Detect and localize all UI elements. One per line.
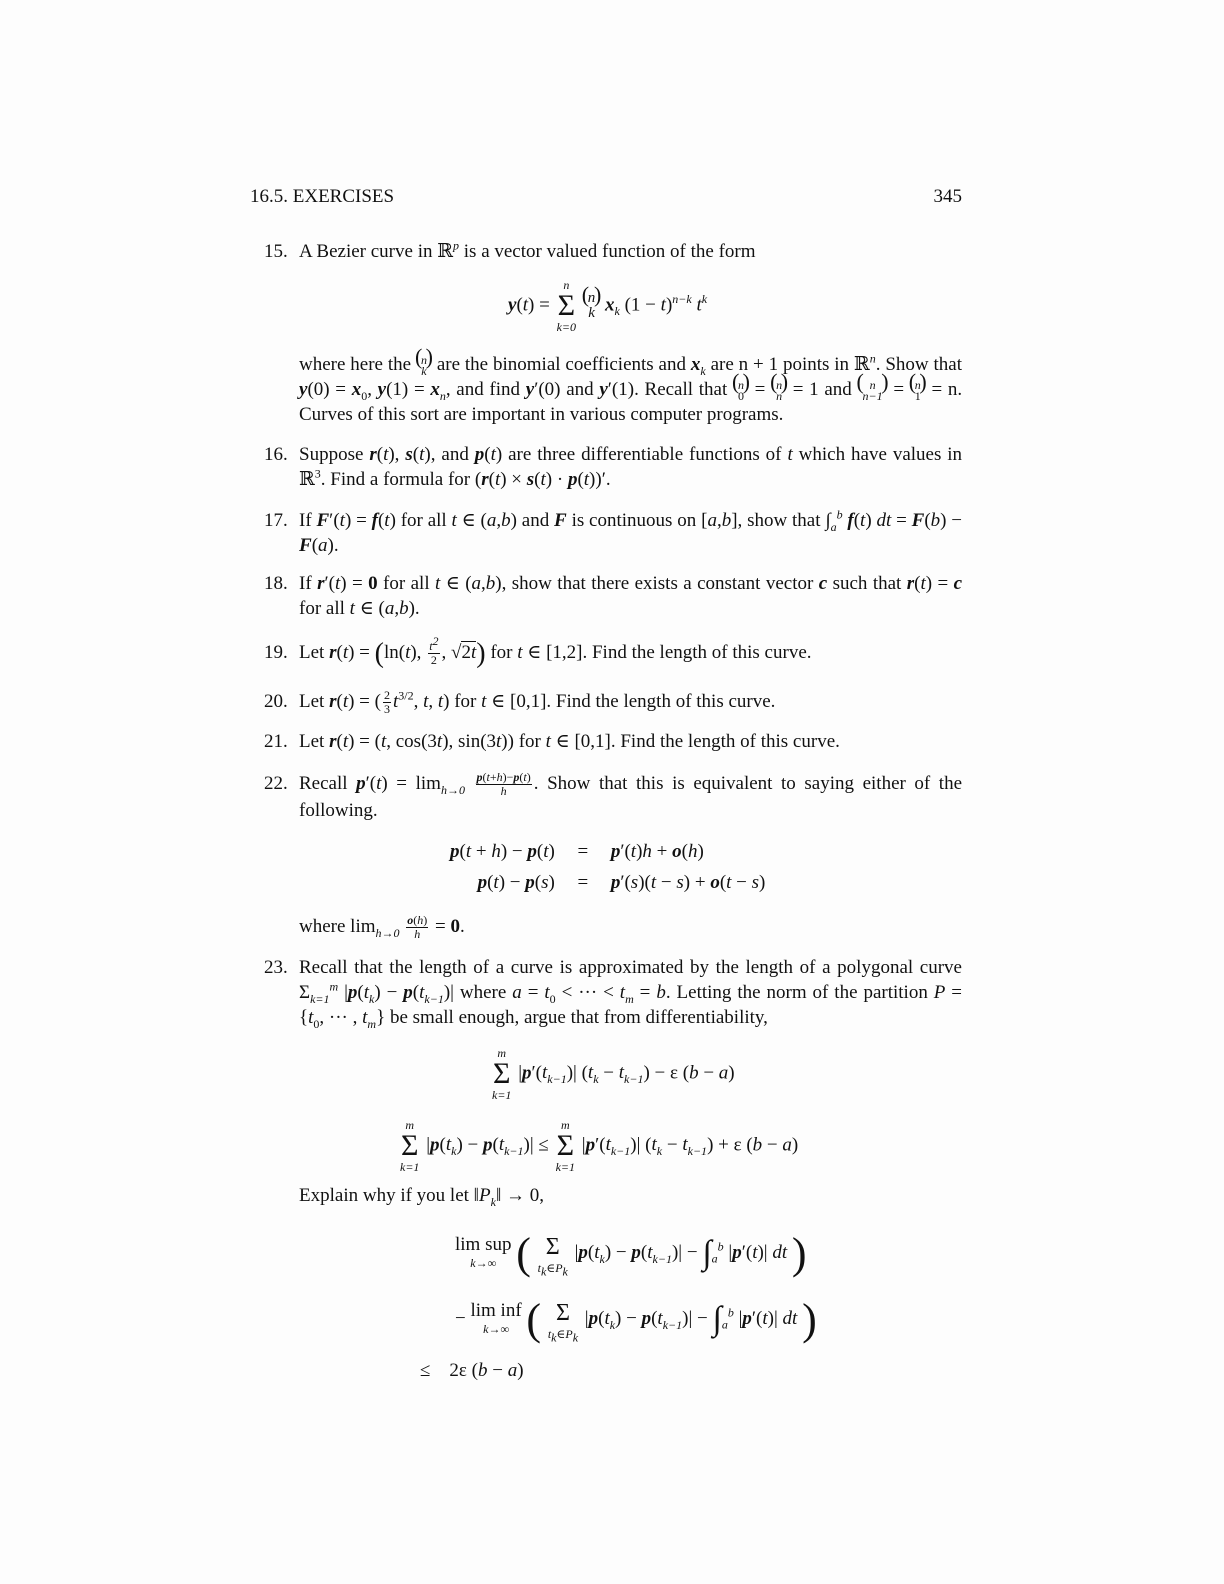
exercise-text: . Show — [875, 354, 929, 375]
exercise-text: = n. Curves of this sort are important in various computer programs. — [299, 379, 963, 425]
page-number: 345 — [933, 186, 962, 207]
exercise-text: are n + 1 points in ℝ — [710, 354, 870, 375]
exercise-text: If — [299, 510, 312, 531]
exercise-text: for — [454, 691, 477, 712]
exercise-text: such that — [832, 573, 902, 594]
exercise-text: be small enough, argue that from differentiability, — [389, 1007, 768, 1028]
exercise-text: are the binomial coefficients and — [436, 354, 686, 375]
exercise-text: , show that — [737, 510, 821, 531]
exercise-text: for all — [383, 573, 430, 594]
exercise-19: 19. Let r(t) = (ln(t), $\frac{t^2}{2}$ , √2t) for t ∈ [1,2]. Find the length of this curve. — [264, 634, 812, 670]
liminf-expression: − lim inf k→∞ ( Σ $t_k\in P_k$ $|p(t_k) - p(t_{k-1})| - \int_a^b$ |p′(t)| dt ) — [455, 1295, 817, 1344]
exercise-text: that — [933, 354, 963, 375]
exercise-text: A Bezier curve in ℝ — [299, 241, 454, 262]
equivalence-equations: p(t + h) − p(t) = p′(t)h + o(h) p(t) − p(s) = p′(s)(t − s) + o(t − s) — [450, 840, 766, 893]
exercise-15 — [264, 239, 962, 264]
inequality-upper: m Σ k=1 $|p(t_k) - p(t_{k-1})|$ ≤ m Σ k=1 $|p'(t_{k-1})|$ $(t_k - t_{k-1}) + \varepsilon$ (b − a) — [400, 1118, 799, 1174]
exercise-number: 21. — [264, 731, 288, 752]
final-bound: ≤ 2ε (b − a) — [420, 1360, 524, 1381]
exercise-number: 19. — [264, 642, 288, 663]
exercise-text: If — [299, 573, 312, 594]
exercise-text: . Find the length of this curve. — [546, 691, 776, 712]
exercise-number: 22. — [264, 773, 288, 794]
exercise-text: Let — [299, 691, 325, 712]
exercise-text: for — [518, 731, 541, 752]
exercise-number: 23. — [264, 957, 288, 978]
exercise-23: 23. Recall that the length of a curve is approximated by the length of a polygonal curve $\Sigma_{k=1}^m$ $|p(t_k) - p(t_{k-1})|$ where $a = t_0$ < ··· < $t_m = b$. Letting the norm of the partition $P = \{t_0$, ··· , $t_m$} be small enough, argue that from differentiability, — [264, 957, 963, 1031]
exercise-20: 20. Let r(t) = ( $\frac{2}{3}$ $t^{3/2}$, t, t) for t ∈ [0,1]. Find the length of this curve. — [264, 688, 776, 717]
exercise-text: . Find a formula for — [320, 469, 471, 490]
exercise-18: 18. If r′(t) = 0 for all t ∈ (a,b), show that there exists a constant vector c such that r(t) = c for all t ∈ (a,b). — [264, 573, 963, 619]
exercise-text: . Find the length of this curve. — [610, 731, 840, 752]
section-title: 16.5. EXERCISES — [250, 186, 395, 207]
exercise-number: 16. — [264, 444, 288, 465]
exercise-text: p — [453, 238, 460, 253]
limsup-expression: lim sup k→∞ ( Σ $t_k\in P_k$ $|p(t_k) - p(t_{k-1})| - \int_a^b$ |p′(t)| dt ) — [455, 1229, 807, 1278]
exercise-text: Recall — [299, 773, 348, 794]
exercise-number: 15. — [264, 241, 288, 262]
exercise-text: for all — [299, 598, 345, 619]
exercise-21: 21. Let r(t) = (t, cos(3t), sin(3t)) for t ∈ [0,1]. Find the length of this curve. — [264, 731, 840, 752]
exercise-text: Recall that the length of a curve is approximated by the length of a polygonal curve — [299, 957, 962, 978]
exercise-23-explain: Explain why if you let $‖P_k‖ \to 0$, — [299, 1185, 545, 1209]
exercise-number: 18. — [264, 573, 288, 594]
exercise-text: , show that there exists a constant vector — [501, 573, 814, 594]
exercise-text: for all — [400, 510, 447, 531]
exercise-text: is a vector valued function of the form — [459, 241, 756, 262]
exercise-text: Let — [299, 731, 325, 752]
exercise-text: . Find the length of this curve. — [582, 642, 812, 663]
exercise-22-where: where $\lim_{h\to 0}$ $\frac{o(h)}{h}$ = 0. — [299, 913, 465, 942]
exercise-text: are three differentiable functions of — [508, 444, 782, 465]
exercise-22: 22. Recall $p'(t) = \lim_{h\to 0}$ $\frac{p(t+h)-p(t)}{h}$ . Show that this is equivalent to saying either of the following. — [264, 770, 963, 822]
exercise-text: and — [521, 510, 550, 531]
bezier-formula: y(t) = n Σ k=0 ( n k ) $x_k$ $(1 - t)^{n-k}$ $t^k$ — [508, 278, 707, 334]
exercise-text: which have values in ℝ — [299, 444, 963, 490]
exercise-text: where here the — [299, 354, 412, 375]
exercise-text: . Letting the norm of the partition — [665, 982, 928, 1003]
exercise-text: , and find — [445, 379, 521, 400]
exercise-number: 17. — [264, 510, 288, 531]
exercise-text: where — [299, 916, 346, 937]
exercise-15-body: where here the ( n k ) are the binomial coefficients and $x_k$ are n + 1 points in ℝ$^n$. Show that $y(0) = x_0$, $y(1) = x_n$, and find y′(0) and y′(1). Recall that ( n 0 ) = ( n n ) = 1 and ( n n−1 ) = ( n 1 ) = n. Curves of this sort are important in various computer programs. — [299, 352, 962, 427]
exercise-text: where — [459, 982, 507, 1003]
exercise-text: is continuous on — [571, 510, 697, 531]
exercise-text: for — [490, 642, 513, 663]
exercise-17: 17. If F′(t) = f(t) for all t ∈ (a,b) and F is continuous on [a,b], show that $\int_a^b$ f(t) dt = F(b) − F(a). — [264, 507, 963, 556]
exercise-number: 20. — [264, 691, 288, 712]
exercise-text: Explain why if you let — [299, 1185, 469, 1206]
exercise-text: . Recall that — [634, 379, 728, 400]
exercise-text: Suppose — [299, 444, 364, 465]
exercise-text: = 1 and — [792, 379, 852, 400]
page-header — [250, 186, 962, 208]
inequality-lower: m Σ k=1 $|p'(t_{k-1})|$ $(t_k - t_{k-1}) - \varepsilon$ (b − a) — [492, 1046, 735, 1102]
exercise-text: Let — [299, 642, 325, 663]
exercise-text: . Show that this is equivalent to saying either of the following. — [299, 773, 963, 822]
exercise-16: 16. Suppose r(t), s(t), and p(t) are three differentiable functions of t which have values in ℝ$^3$. Find a formula for (r(t) × s(t) · p(t))′. — [264, 444, 963, 490]
